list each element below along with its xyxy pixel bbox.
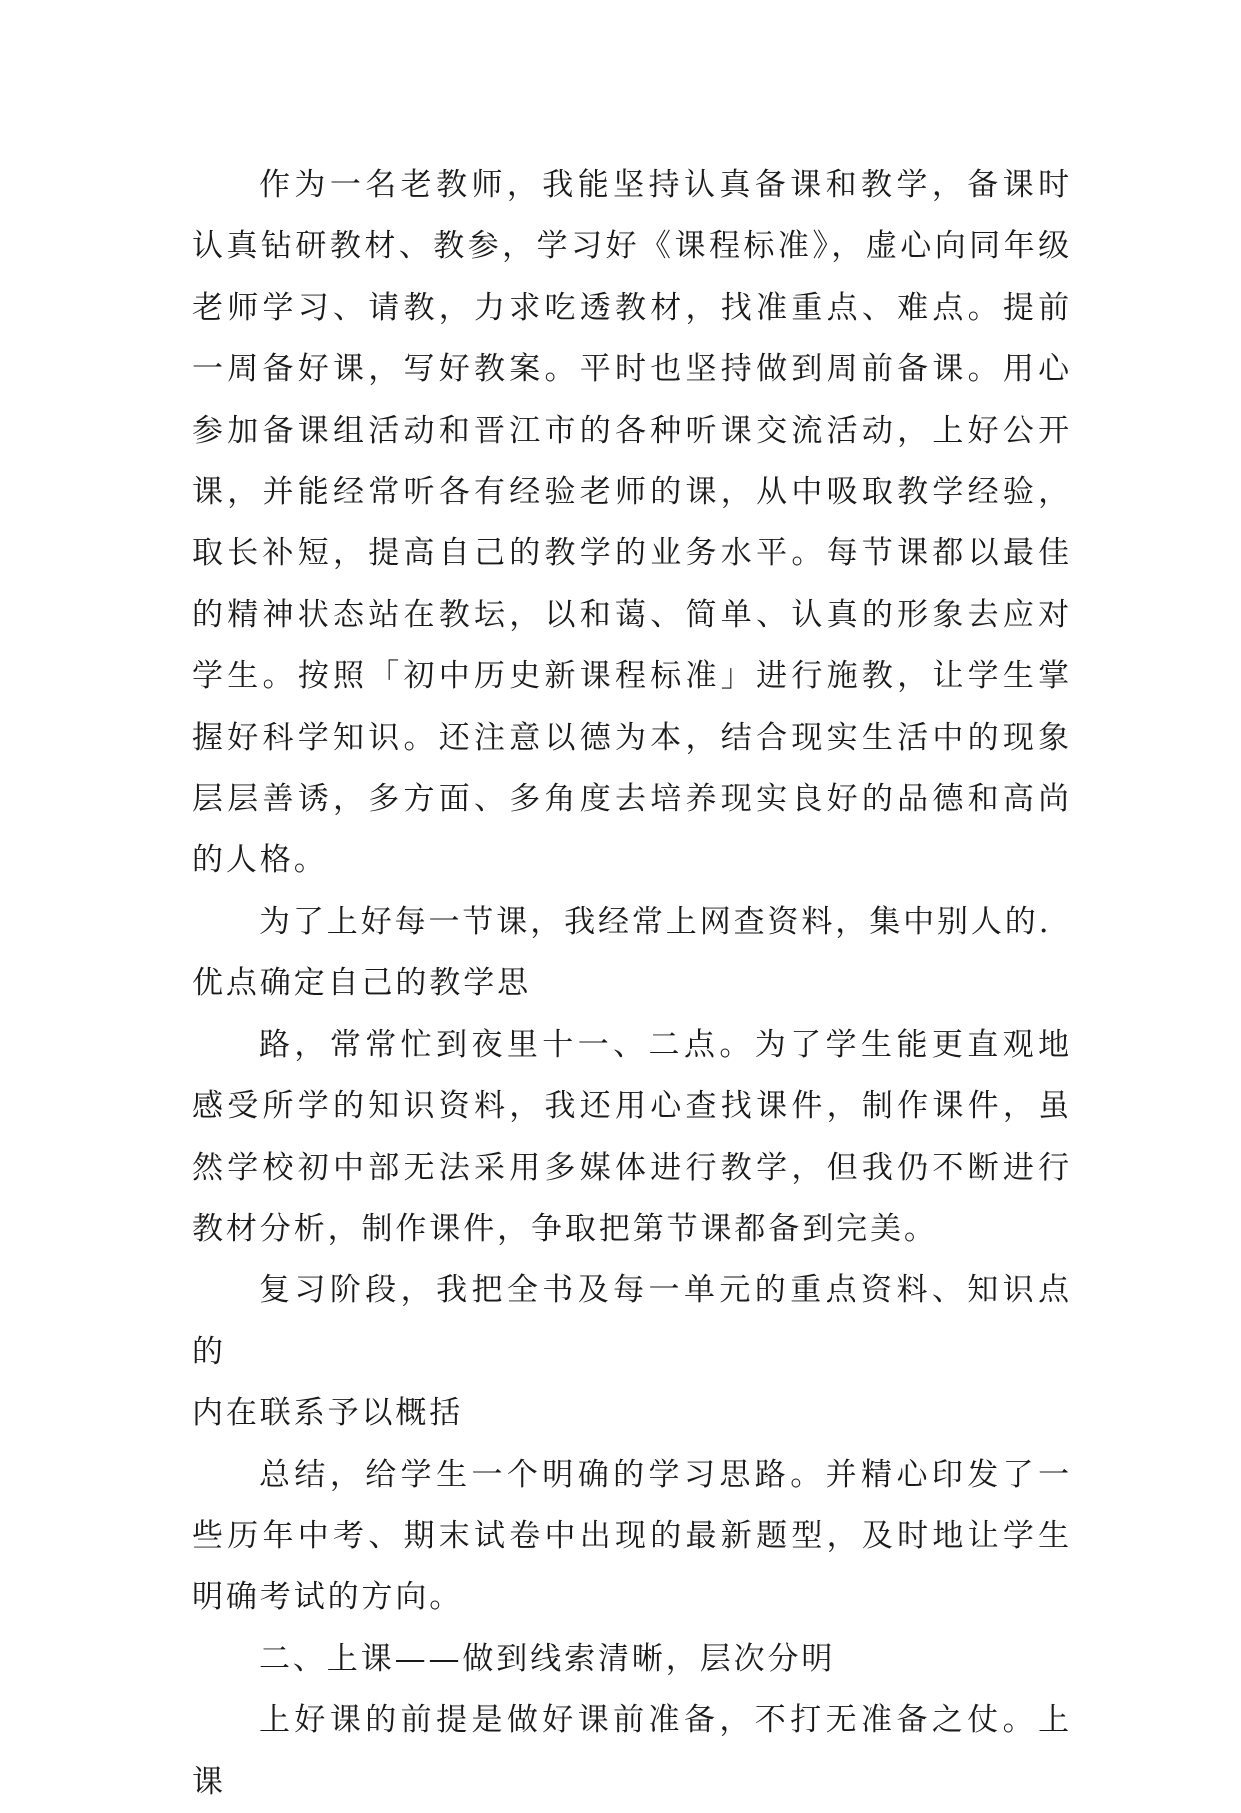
paragraph-exam-direction: 总结，给学生一个明确的学习思路。并精心印发了一些历年中考、期末试卷中出现的最新题型，及时地让学生明确考试的方向。 (192, 1456, 1072, 1616)
paragraph-lesson-preparation: 作为一名老教师，我能坚持认真备课和教学，备课时认真钻研教材、教参，学习好《课程标准》，虚心向同年级老师学习、请教，力求吃透教材，找准重点、难点。提前一周备好课，写好教案。平时也坚持做到周前备课。用心参加备课组活动和晋江市的各种听课交流活动，上好公开课，并能经常听各有经验老师的课，从中吸取教学经验，取长补短，提高自己的教学的业务水平。每节课都以最佳的精神状态站在教坛，以和蔼、简单、认真的形象去应对学生。按照「初中历史新课程标准」进行施教，让学生掌握好科学知识。还注意以德为本，结合现实生活中的现象层层善诱，多方面、多角度去培养现实良好的品德和高尚的人格。 (192, 167, 1072, 879)
body-text (192, 155, 1072, 1813)
section-heading-class: 二、上课——做到线索清晰，层次分明 (259, 1640, 836, 1677)
paragraph-review-stage: 复习阶段，我把全书及每一单元的重点资料、知识点的 (192, 1272, 1072, 1370)
paragraph-courseware: 路，常常忙到夜里十一、二点。为了学生能更直观地感受所学的知识资料，我还用心查找课件，制作课件，虽然学校初中部无法采用多媒体进行教学，但我仍不断进行教材分析，制作课件，争取把第节课都备到完美。 (192, 1026, 1072, 1247)
paragraph-teaching-ideas: 优点确定自己的教学思 (192, 965, 531, 1002)
paragraph-summary-connection: 内在联系予以概括 (192, 1395, 464, 1432)
paragraph-class-preparation: 上好课的前提是做好课前准备，不打无准备之仗。上课 (192, 1702, 1072, 1800)
paragraph-online-research: 为了上好每一节课，我经常上网查资料，集中别人的. (259, 903, 1052, 940)
